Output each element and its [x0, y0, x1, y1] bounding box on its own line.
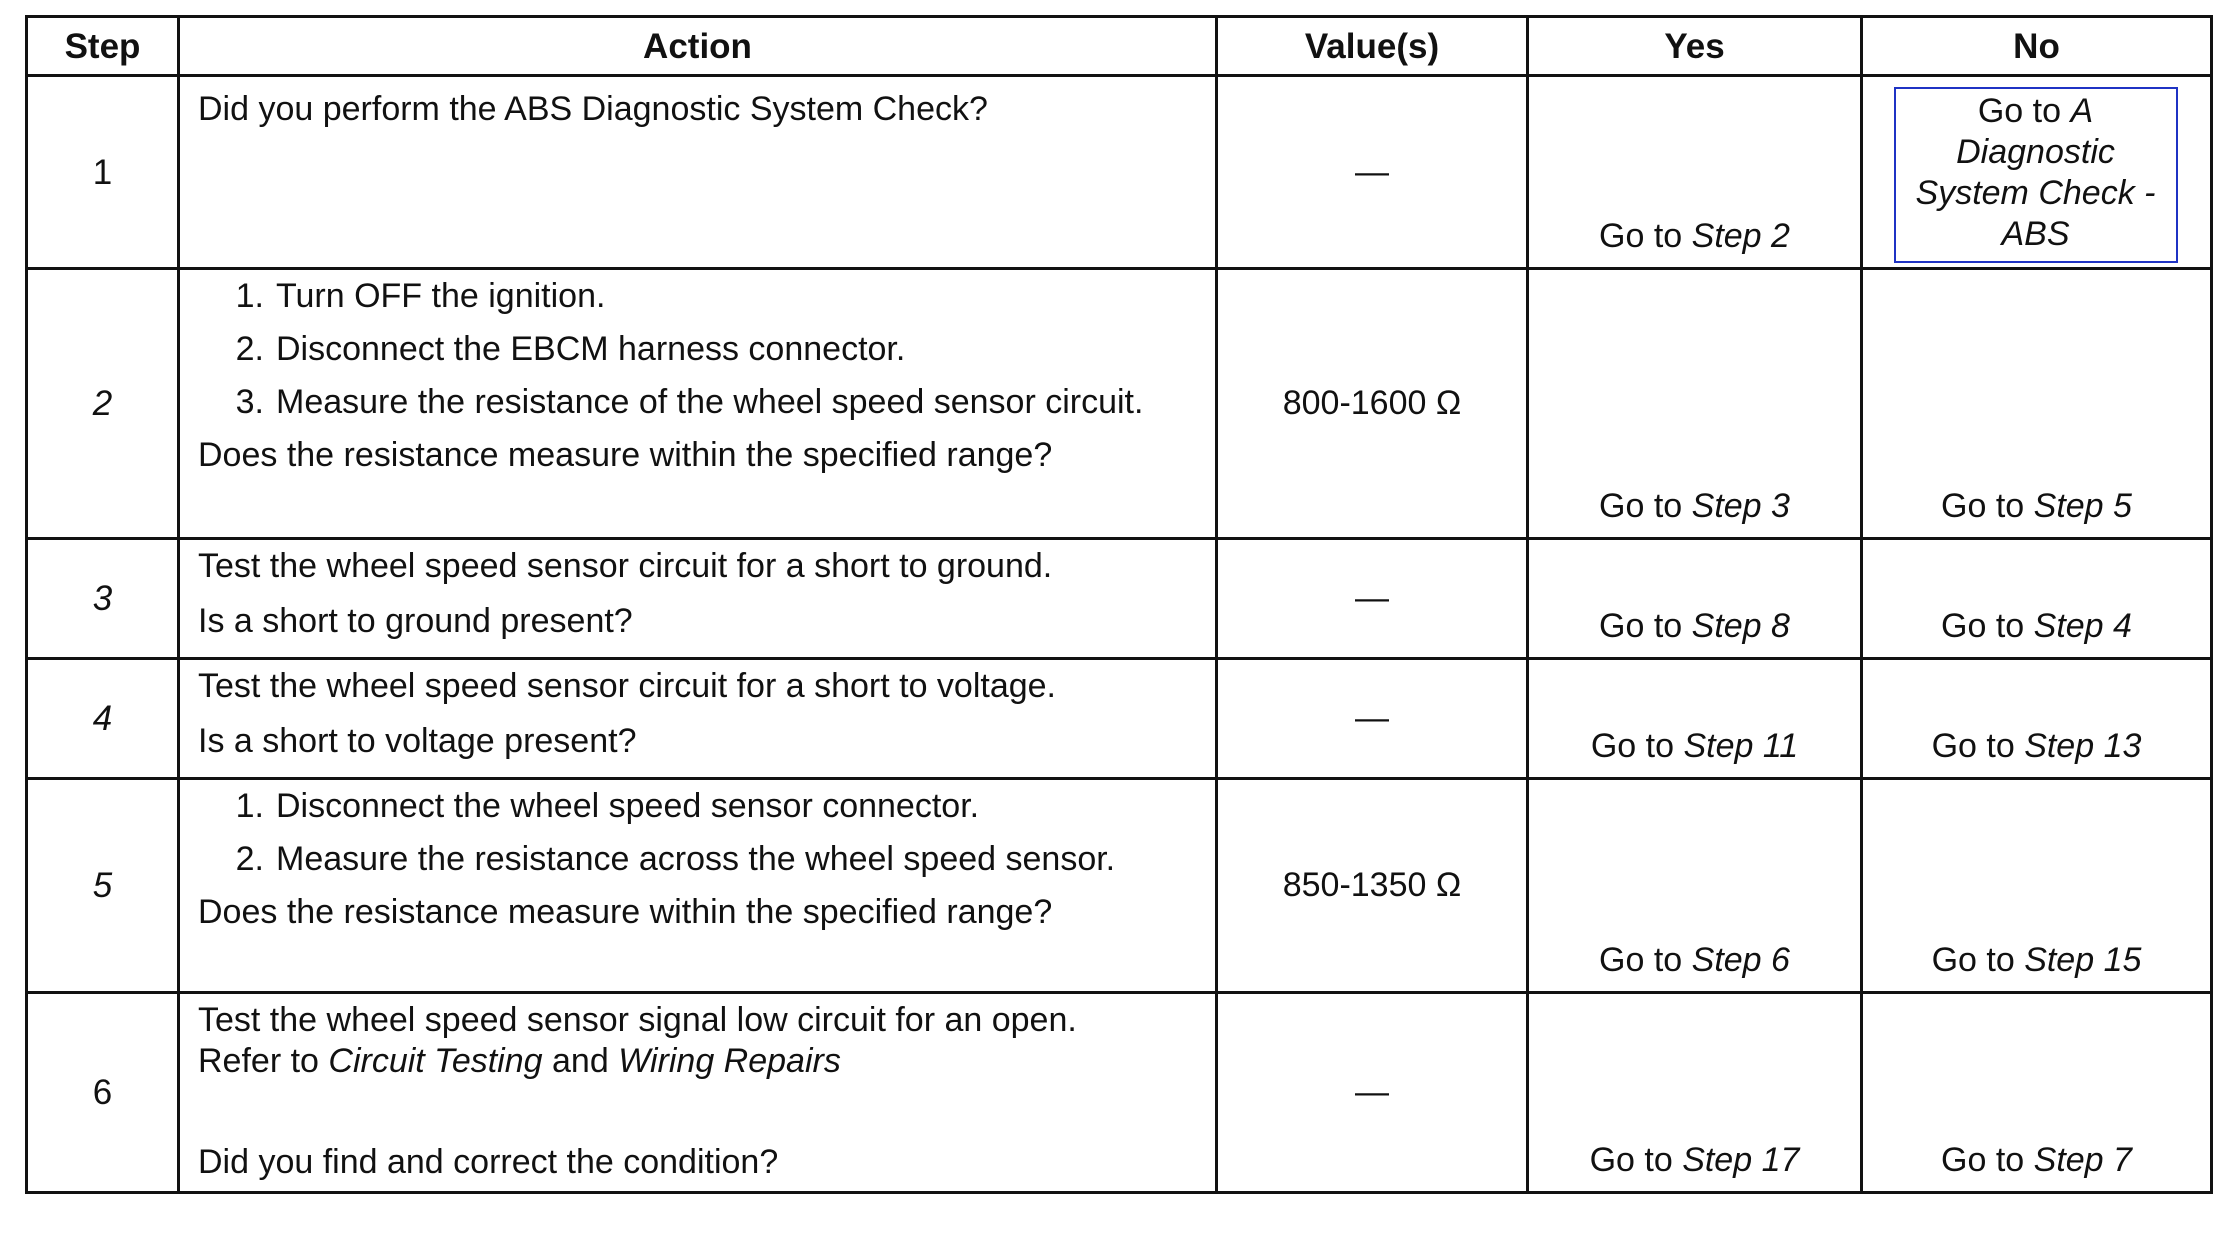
no-reference-link[interactable]: A Diagnostic System Check - ABS: [1915, 92, 2156, 253]
yes-step-link[interactable]: Step 2: [1691, 217, 1790, 255]
value-cell: —: [1217, 993, 1528, 1193]
table-row-step-5: [27, 779, 2212, 993]
table-row-step-3: [27, 539, 2212, 659]
no-prefix: Go to: [1941, 487, 2034, 525]
list-item-number: 2.: [235, 330, 264, 368]
circuit-testing-link[interactable]: Circuit Testing: [328, 1042, 543, 1080]
no-step-link[interactable]: Step 5: [2033, 487, 2132, 525]
no-cell[interactable]: [1862, 659, 2212, 779]
no-prefix: Go to: [1977, 92, 2071, 130]
yes-cell[interactable]: [1528, 993, 1862, 1193]
step-number: 6: [27, 993, 179, 1193]
table-row-step-1: [27, 76, 2212, 269]
action-instruction: Test the wheel speed sensor signal low circuit for an open.: [198, 1001, 1077, 1039]
no-prefix: Go to: [1931, 941, 2025, 979]
list-item-text: Turn OFF the ignition.: [276, 277, 606, 315]
value-cell: 800-1600 Ω: [1217, 269, 1528, 539]
list-item-number: 1.: [235, 787, 264, 825]
value-cell: —: [1217, 76, 1528, 269]
list-item-text: Measure the resistance across the wheel speed sensor.: [276, 840, 1116, 878]
no-step-link[interactable]: Step 4: [2033, 607, 2132, 645]
wiring-repairs-link[interactable]: Wiring Repairs: [618, 1042, 841, 1080]
spacer: [198, 1082, 1201, 1142]
step-number: 5: [27, 779, 179, 993]
action-cell: [179, 76, 1217, 269]
no-step-link[interactable]: Step 7: [2033, 1141, 2132, 1179]
no-prefix: Go to: [1941, 1141, 2034, 1179]
header-values: Value(s): [1217, 17, 1528, 76]
action-question: Does the resistance measure within the specified range?: [198, 893, 1053, 931]
yes-cell[interactable]: [1528, 659, 1862, 779]
header-step: Step: [27, 17, 179, 76]
list-item-number: 2.: [235, 840, 264, 878]
yes-prefix: Go to: [1599, 217, 1692, 255]
value-cell: 850-1350 Ω: [1217, 779, 1528, 993]
action-steps-list: [198, 276, 1201, 423]
table-row-step-6: [27, 993, 2212, 1193]
yes-cell[interactable]: [1528, 76, 1862, 269]
list-item-text: Disconnect the wheel speed sensor connector.: [276, 787, 980, 825]
yes-cell[interactable]: [1528, 779, 1862, 993]
no-cell[interactable]: [1862, 779, 2212, 993]
header-row: [27, 17, 2212, 76]
table-row-step-4: [27, 659, 2212, 779]
yes-cell[interactable]: [1528, 269, 1862, 539]
no-step-link[interactable]: Step 15: [2024, 941, 2142, 979]
value-cell: —: [1217, 659, 1528, 779]
list-item: [198, 786, 1201, 827]
yes-step-link[interactable]: Step 6: [1691, 941, 1790, 979]
diagnostic-table-sheet: [25, 15, 2210, 1194]
yes-prefix: Go to: [1599, 607, 1692, 645]
yes-step-link[interactable]: Step 11: [1683, 727, 1799, 765]
no-prefix: Go to: [1941, 607, 2034, 645]
action-cell: [179, 993, 1217, 1193]
step-number: 3: [27, 539, 179, 659]
no-cell[interactable]: [1862, 269, 2212, 539]
list-item-text: Measure the resistance of the wheel speed sensor circuit.: [276, 383, 1144, 421]
action-question: Did you find and correct the condition?: [198, 1143, 779, 1181]
yes-prefix: Go to: [1599, 941, 1692, 979]
highlight-box[interactable]: [1894, 87, 2178, 263]
yes-prefix: Go to: [1599, 487, 1692, 525]
list-item: [198, 329, 1201, 370]
no-cell[interactable]: [1862, 993, 2212, 1193]
action-steps-list: [198, 786, 1201, 880]
no-cell[interactable]: [1862, 76, 2212, 269]
yes-step-link[interactable]: Step 8: [1691, 607, 1790, 645]
reference-and: and: [542, 1042, 619, 1080]
action-cell: [179, 779, 1217, 993]
list-item-text: Disconnect the EBCM harness connector.: [276, 330, 906, 368]
no-step-link[interactable]: Step 13: [2024, 727, 2142, 765]
step-number: 4: [27, 659, 179, 779]
list-item: [198, 839, 1201, 880]
list-item: [198, 382, 1201, 423]
action-cell: [179, 269, 1217, 539]
action-question: Is a short to voltage present?: [198, 722, 637, 760]
step-number: 1: [27, 76, 179, 269]
yes-prefix: Go to: [1590, 727, 1684, 765]
action-question: Is a short to ground present?: [198, 602, 633, 640]
step-number: 2: [27, 269, 179, 539]
no-cell[interactable]: [1862, 539, 2212, 659]
table-row-step-2: [27, 269, 2212, 539]
value-cell: —: [1217, 539, 1528, 659]
yes-step-link[interactable]: Step 3: [1691, 487, 1790, 525]
action-question: Does the resistance measure within the specified range?: [198, 436, 1053, 474]
action-cell: [179, 659, 1217, 779]
yes-prefix: Go to: [1589, 1141, 1683, 1179]
list-item: [198, 276, 1201, 317]
action-instruction: Test the wheel speed sensor circuit for a short to ground.: [198, 547, 1053, 585]
list-item-number: 1.: [235, 277, 264, 315]
reference-prefix: Refer to: [198, 1042, 329, 1080]
header-yes: Yes: [1528, 17, 1862, 76]
yes-cell[interactable]: [1528, 539, 1862, 659]
yes-step-link[interactable]: Step 17: [1682, 1141, 1800, 1179]
diagnostic-table: [25, 15, 2213, 1194]
header-action: Action: [179, 17, 1217, 76]
action-question: Did you perform the ABS Diagnostic System Check?: [198, 90, 988, 128]
list-item-number: 3.: [235, 383, 264, 421]
action-reference: [198, 1041, 1201, 1082]
action-cell: [179, 539, 1217, 659]
header-no: No: [1862, 17, 2212, 76]
no-prefix: Go to: [1931, 727, 2025, 765]
action-instruction: Test the wheel speed sensor circuit for a short to voltage.: [198, 667, 1057, 705]
